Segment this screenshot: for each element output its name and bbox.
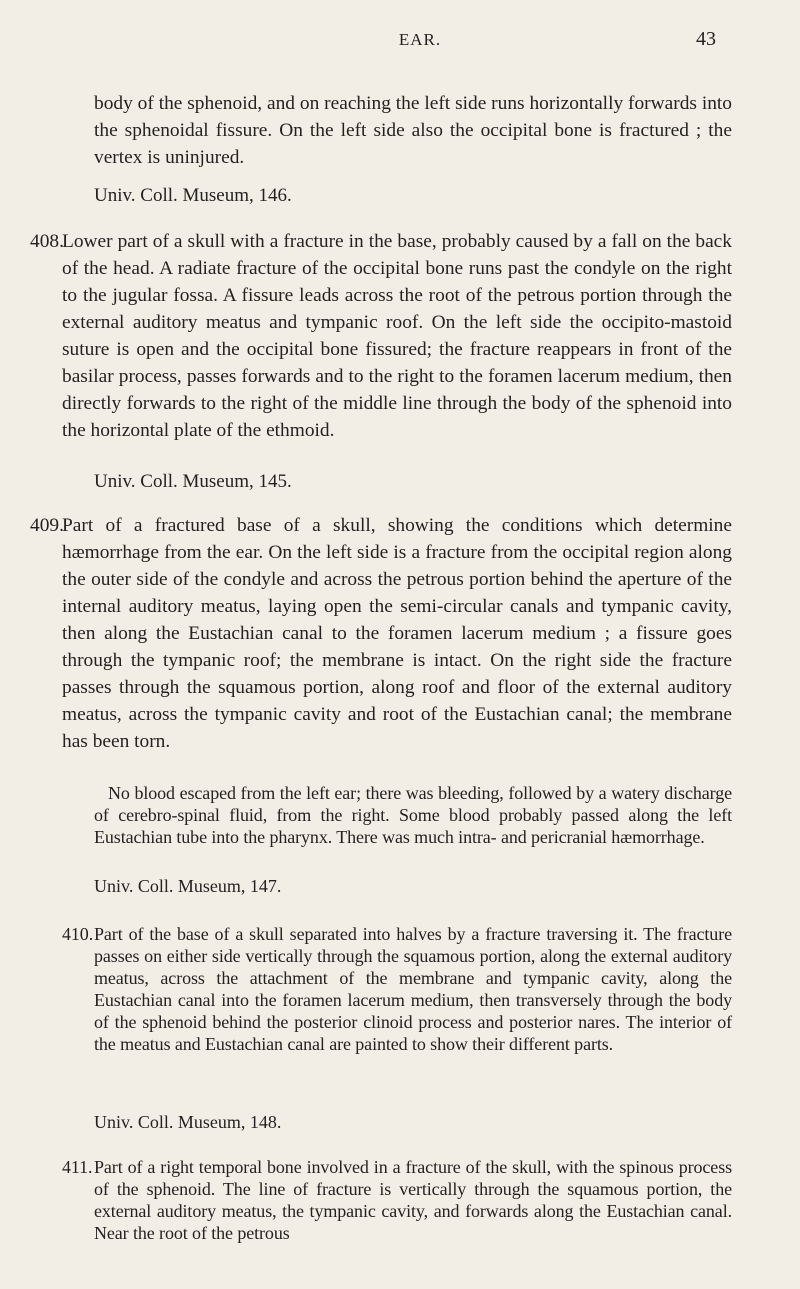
entry-408-text: Lower part of a skull with a fracture in the base, probably caused by a fall on the back of the head. A radiate fracture of the occipital bone runs past the condyle on the right to the jugular fossa. A fissure leads across the root of the petrous portion through the external auditory meatus and tympanic roof. On the left side the occipito-mastoid suture is open and the occipital bone fissured; the fracture reappears in front of the basilar process, passes forwards and to the right to the foramen lacerum medium, then directly forwards to the right of the middle line through the body of the sphenoid into the horizontal plate of the ethmoid. bbox=[62, 231, 732, 441]
entry-409-museum: Univ. Coll. Museum, 147. bbox=[94, 876, 282, 896]
entry-410-number: 410. bbox=[62, 924, 94, 944]
entry-410-text: Part of the base of a skull separated into halves by a fracture traversing it. The fracture passes on either side vertically through the squamous portion, along the external auditory meatus, across the attachment of the membrane and tympanic cavity, along the Eustachian canal into the foramen lacerum medium, then transversely through the body of the sphenoid behind the posterior clinoid process and posterior nares. The interior of the meatus and Eustachian canal are painted to show their different parts. bbox=[94, 924, 732, 1054]
running-title: EAR. bbox=[398, 30, 442, 49]
entry-411-number: 411. bbox=[62, 1157, 93, 1177]
entry-411-text: Part of a right temporal bone involved in a fracture of the skull, with the spinous process of the sphenoid. The line of fracture is vertically through the squamous portion, the external auditory meatus, the tympanic cavity, and forwards along the Eustachian canal. Near the root of the petrous bbox=[94, 1157, 732, 1243]
page-number: 43 bbox=[696, 28, 716, 50]
entry-408 bbox=[30, 228, 732, 444]
entry-408-number: 408. bbox=[30, 231, 64, 252]
entry-409-number: 409. bbox=[30, 515, 64, 536]
entry-407-museum: Univ. Coll. Museum, 146. bbox=[94, 185, 292, 206]
entry-410-museum: Univ. Coll. Museum, 148. bbox=[94, 1112, 282, 1132]
entry-409-note: No blood escaped from the left ear; there was bleeding, followed by a watery discharge of cerebro-spinal fluid, from the right. Some blood probably passed along the left Eustachian tube into the pharynx. There was much intra- and pericranial hæmorrhage. bbox=[94, 783, 732, 847]
entry-411 bbox=[62, 1156, 732, 1244]
running-head bbox=[0, 30, 800, 60]
entry-409-text: Part of a fractured base of a skull, showing the conditions which determine hæmorrhage from the ear. On the left side is a fracture from the occipital region along the outer side of the condyle and across the petrous portion behind the aperture of the internal auditory meatus, laying open the semi-circular canals and tympanic cavity, then along the Eustachian canal to the foramen lacerum medium ; a fissure goes through the tympanic roof; the membrane is intact. On the right side the fracture passes through the squamous portion, along roof and floor of the external auditory meatus, across the tympanic cavity and root of the Eustachian canal; the membrane has been torn. bbox=[62, 515, 732, 752]
entry-408-museum: Univ. Coll. Museum, 145. bbox=[94, 471, 292, 492]
entry-407-continuation: body of the sphenoid, and on reaching the left side runs horizontally forwards into the sphenoidal fissure. On the left side also the occipital bone is fractured ; the vertex is uninjured. bbox=[94, 93, 732, 168]
entry-409 bbox=[30, 512, 732, 755]
entry-410 bbox=[62, 923, 732, 1055]
